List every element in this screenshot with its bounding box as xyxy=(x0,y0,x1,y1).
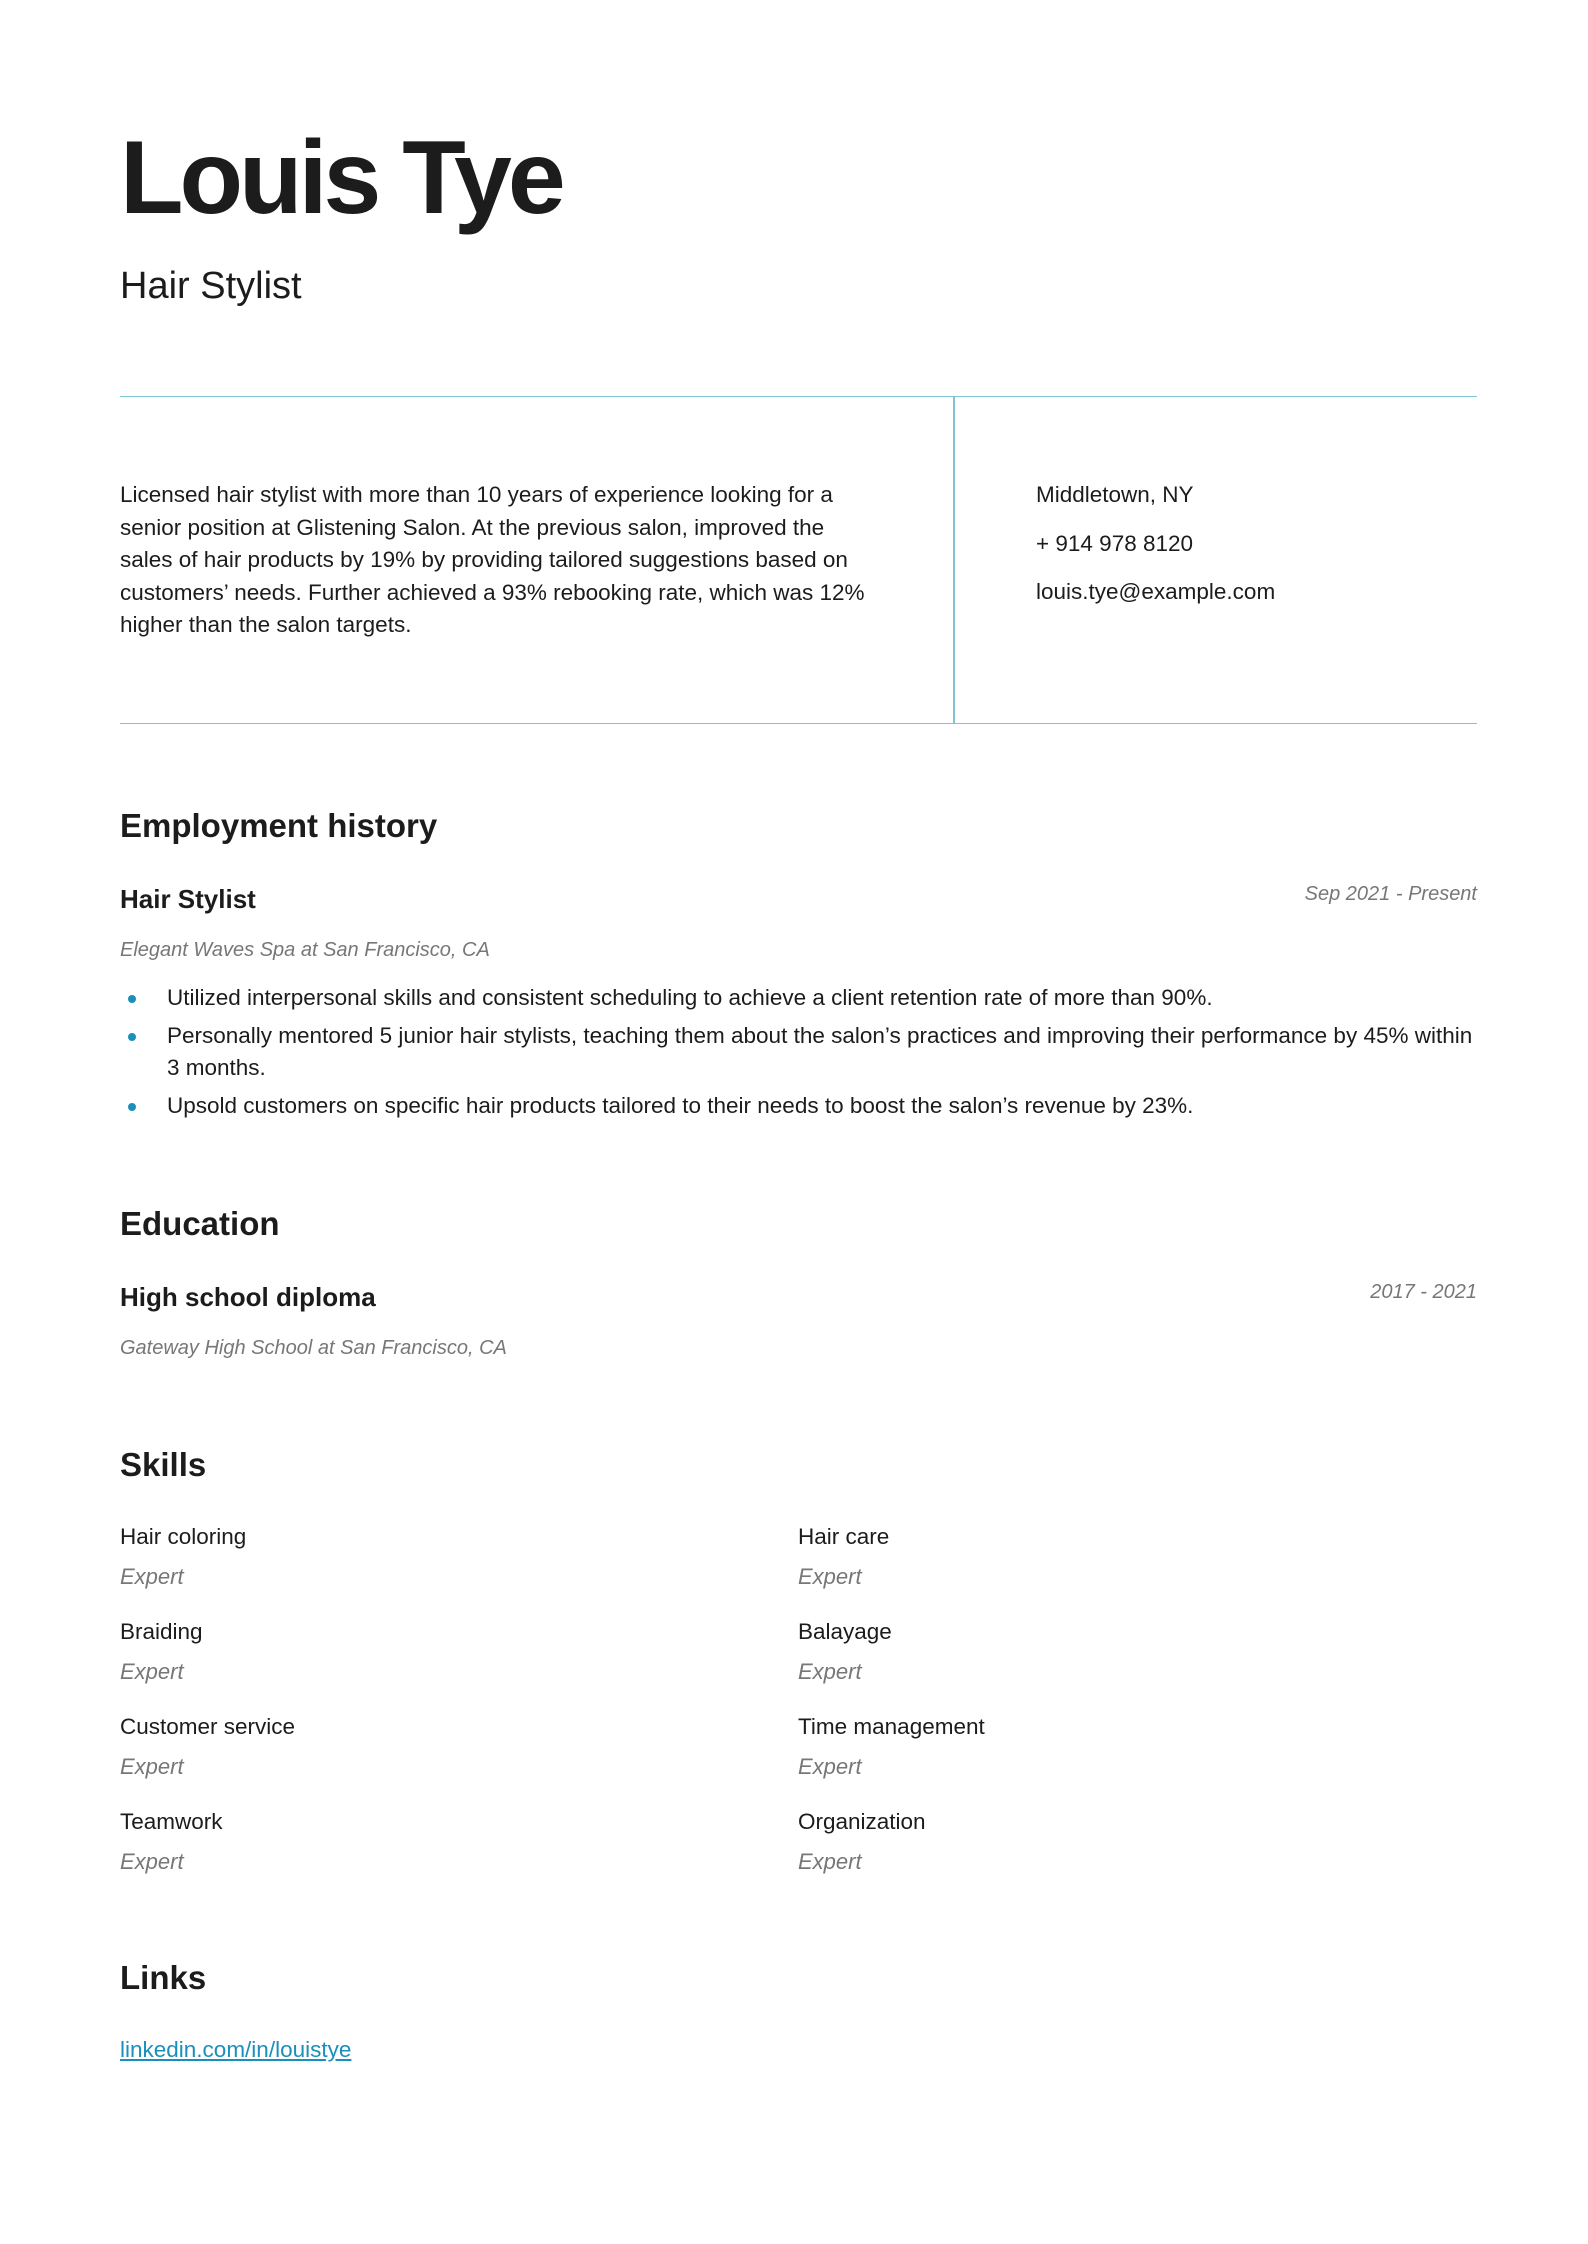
skill-name: Hair care xyxy=(798,1524,890,1549)
skill-level: Expert xyxy=(798,1754,862,1779)
skill-name: Organization xyxy=(798,1809,926,1834)
employment-bullets xyxy=(120,982,1477,1127)
skill-item xyxy=(798,1521,1398,1611)
list-item xyxy=(120,982,1477,1015)
bullet-text: Personally mentored 5 junior hair stylists, teaching them about the salon’s practices and improving their performance by 45% within 3 months. xyxy=(167,1022,1473,1080)
skill-level: Expert xyxy=(798,1849,862,1874)
skill-name: Teamwork xyxy=(120,1809,223,1834)
skill-item xyxy=(120,1521,720,1611)
skill-name: Braiding xyxy=(120,1619,203,1644)
employment-company: Elegant Waves Spa at San Francisco, CA xyxy=(120,939,490,961)
skill-item xyxy=(798,1806,1398,1896)
list-item xyxy=(120,1090,1477,1123)
contact-phone: + 914 978 8120 xyxy=(1036,530,1194,556)
bullet-icon xyxy=(128,1103,136,1111)
list-item xyxy=(120,1020,1477,1085)
skill-item xyxy=(798,1711,1398,1801)
skills-heading: Skills xyxy=(120,1446,207,1483)
contact-list xyxy=(1036,479,1275,625)
skill-item xyxy=(120,1711,720,1801)
skill-name: Hair coloring xyxy=(120,1524,247,1549)
bullet-text: Utilized interpersonal skills and consistent scheduling to achieve a client retention rate of more than 90%. xyxy=(167,985,1213,1010)
links-heading: Links xyxy=(120,1959,207,1996)
employment-heading: Employment history xyxy=(120,807,438,844)
skill-name: Time management xyxy=(798,1714,985,1739)
bullet-text: Upsold customers on specific hair products tailored to their needs to boost the salon’s revenue by 23%. xyxy=(167,1092,1194,1118)
education-degree: High school diploma xyxy=(120,1282,376,1312)
candidate-name: Louis Tye xyxy=(120,120,562,236)
bullet-icon xyxy=(128,1033,136,1041)
skill-name: Balayage xyxy=(798,1619,892,1644)
bullet-icon xyxy=(128,995,136,1003)
education-heading: Education xyxy=(120,1205,280,1242)
contact-email: louis.tye@example.com xyxy=(1036,579,1276,604)
skill-item xyxy=(120,1616,720,1706)
skill-item xyxy=(798,1616,1398,1706)
summary-divider xyxy=(953,397,955,723)
linkedin-link[interactable]: linkedin.com/in/louistye xyxy=(120,2037,352,2062)
education-school: Gateway High School at San Francisco, CA xyxy=(120,1337,507,1359)
skill-item xyxy=(120,1806,720,1896)
skill-level: Expert xyxy=(120,1754,184,1779)
skill-level: Expert xyxy=(120,1849,184,1874)
skill-name: Customer service xyxy=(120,1714,296,1739)
skill-level: Expert xyxy=(798,1659,862,1684)
skill-level: Expert xyxy=(120,1564,184,1589)
skill-level: Expert xyxy=(120,1659,184,1684)
employment-job-title: Hair Stylist xyxy=(120,884,256,914)
education-date: 2017 - 2021 xyxy=(1370,1281,1477,1303)
skill-level: Expert xyxy=(798,1564,862,1589)
summary-box xyxy=(120,396,1477,724)
summary-text: Licensed hair stylist with more than 10 years of experience looking for a senior position at Glistening Salon. At the previous salon, improved the sales of hair products by 19% by providing tailored suggestions based on customers’ needs. Further achieved a 93% rebooking rate, which was 12% higher than the salon targets. xyxy=(120,482,865,637)
contact-location: Middletown, NY xyxy=(1036,482,1194,507)
candidate-title: Hair Stylist xyxy=(120,265,302,307)
employment-date: Sep 2021 - Present xyxy=(1304,883,1477,905)
